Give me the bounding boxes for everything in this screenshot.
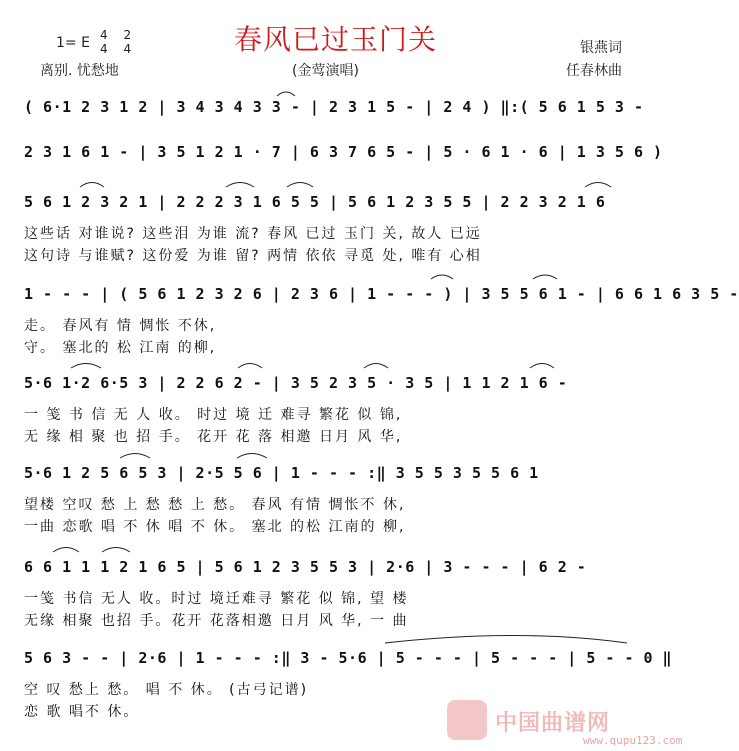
lyric-verse-1: 一 笺 书 信 无 人 收。 时过 境 迁 难寻 繁花 似 锦, [24, 407, 403, 423]
slur-arc [385, 636, 627, 644]
watermark-site-name: 中国曲谱网 [495, 711, 611, 736]
time-signature-bottom: 4 4 [100, 42, 138, 56]
notation-row: ( 6·1 2 3 1 2 | 3 4 3 4 3 3 - | 2 3 1 5 - | 2 4 ) ‖:( 5 6 1 5 3 - [24, 98, 644, 116]
singer: (金莺演唱) [292, 63, 359, 79]
slur-arc [533, 275, 557, 279]
slur-arc [530, 364, 554, 369]
slur-arc [226, 183, 254, 188]
slur-arc [71, 364, 101, 369]
watermark-url: www.qupu123.com [583, 734, 683, 747]
notation-row: 6 6 1 1 1 2 1 6 5 | 5 6 1 2 3 5 5 3 | 2·6 | 3 - - - | 6 2 - [24, 558, 587, 576]
slur-arc [102, 548, 130, 553]
site-logo [447, 700, 487, 740]
key-signature: 1= E [56, 35, 90, 51]
lyric-verse-2: 无缘 相聚 也招 手。花开 花落相邀 日月 风 华, 一 曲 [24, 613, 409, 629]
notation-row: 1 - - - | ( 5 6 1 2 3 2 6 | 2 3 6 | 1 - - - ) | 3 5 5 6 1 - | 6 6 1 6 3 5 - [24, 285, 739, 303]
composer: 任春林曲 [566, 63, 622, 79]
slur-arc [120, 454, 150, 459]
lyric-verse-2: 一曲 恋歌 唱 不 休 唱 不 休。 塞北 的松 江南的 柳, [24, 519, 406, 535]
lyric-verse-1: 空 叹 愁上 愁。 唱 不 休。 (古弓记谱) [24, 682, 309, 698]
slur-arc [364, 364, 388, 369]
lyricist: 银燕词 [580, 40, 622, 56]
slur-arc [431, 275, 453, 279]
tempo-mood: 离别. 忧愁地 [40, 63, 119, 79]
slur-arc [80, 183, 104, 188]
notation-row: 5 6 1 2 3 2 1 | 2 2 2 3 1 6 5 5 | 5 6 1 2 3 5 5 | 2 2 3 2 1 6 [24, 193, 606, 211]
notation-row: 5·6 1·2 6·5 3 | 2 2 6 2 - | 3 5 2 3 5 · 3 5 | 1 1 2 1 6 - [24, 374, 568, 392]
slur-arc [585, 183, 611, 188]
notation-row: 5 6 3 - - | 2·6 | 1 - - - :‖ 3 - 5·6 | 5 - - - | 5 - - - | 5 - - 0 ‖ [24, 649, 673, 667]
lyric-verse-2: 守。 塞北的 松 江南 的柳, [24, 340, 217, 356]
lyric-verse-1: 这些话 对谁说? 这些泪 为谁 流? 春风 已过 玉门 关, 故人 已远 [24, 226, 482, 242]
time-signature-top: 4 2 [100, 28, 138, 42]
slur-arc [287, 183, 313, 188]
lyric-verse-1: 走。 春风有 情 惆怅 不休, [24, 318, 217, 334]
slur-arc [238, 364, 262, 369]
song-title: 春风已过玉门关 [233, 23, 437, 56]
slur-arc [237, 454, 267, 459]
lyric-verse-2: 这句诗 与谁赋? 这份爱 为谁 留? 两情 依依 寻觅 处, 唯有 心相 [24, 248, 482, 264]
notation-row: 2 3 1 6 1 - | 3 5 1 2 1 · 7 | 6 3 7 6 5 - | 5 · 6 1 · 6 | 1 3 5 6 ) [24, 143, 663, 161]
lyric-verse-2: 恋 歌 唱不 休。 [24, 704, 140, 720]
slur-arc [277, 92, 295, 96]
lyric-verse-2: 无 缘 相 聚 也 招 手。 花开 花 落 相邀 日月 风 华, [24, 429, 403, 445]
notation-row: 5·6 1 2 5 6 5 3 | 2·5 5 6 | 1 - - - :‖ 3 5 5 3 5 5 6 1 [24, 464, 539, 482]
lyric-verse-1: 一笺 书信 无人 收。时过 境迁难寻 繁花 似 锦, 望 楼 [24, 591, 409, 607]
slur-arc [53, 548, 79, 553]
lyric-verse-1: 望楼 空叹 愁 上 愁 愁 上 愁。 春风 有情 惆怅不 休, [24, 497, 406, 513]
